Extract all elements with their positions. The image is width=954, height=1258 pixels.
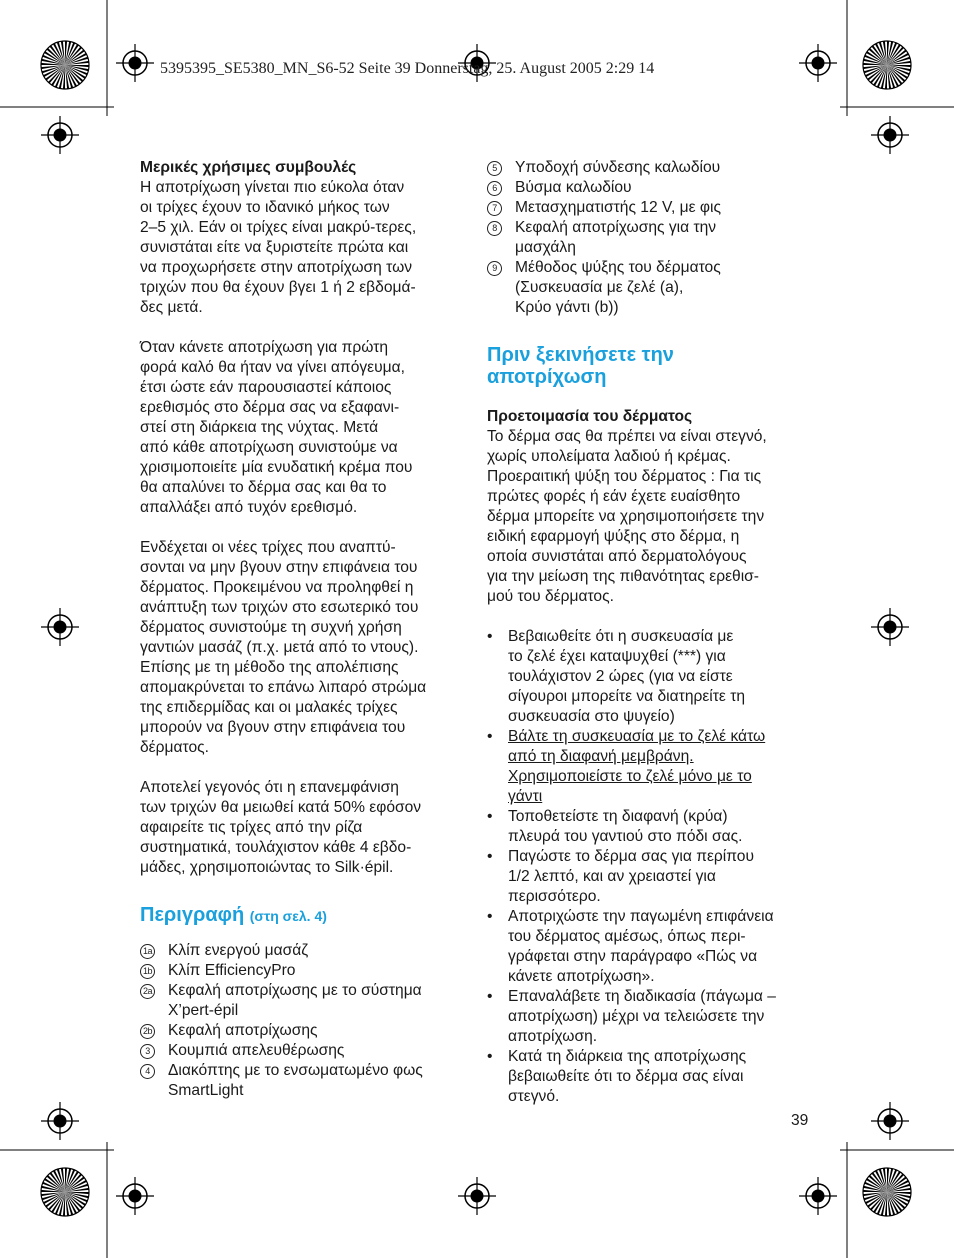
list-item [140,1041,466,1061]
part-number-badge: 2b [140,1024,155,1039]
text-line: Όταν κάνετε αποτρίχωση για πρώτη [140,339,389,356]
text-line: απομακρύνεται το επάνω λιπαρό στρώμα [140,679,427,696]
tips-paragraph-3 [140,538,466,758]
list-item [487,218,817,258]
heading-line: Πριν ξεκινήσετε την [487,344,674,366]
part-number-badge: 1b [140,964,155,979]
bullet-icon: • [487,728,493,745]
page-number: 39 [791,1112,809,1129]
print-header-line: 5395395_SE5380_MN_S6-52 Seite 39 Donnerstag, 25. August 2005 2:29 14 [160,60,655,77]
part-label: Κλίπ ενεργού μασάζ [168,942,309,959]
description-heading-text: Περιγραφή [140,904,245,926]
bullet-text: Χρησιμοποιείστε το ζελέ μόνο με το [508,768,752,785]
part-label: Κρύο γάντι (b)) [515,299,619,316]
text-line: των τριχών θα μειωθεί κατά 50% εφόσον [140,799,422,816]
bullet-icon: • [487,848,493,865]
skin-prep-title: Προετοιμασία του δέρματος [487,408,693,425]
bullet-icon: • [487,1048,493,1065]
text-line: συνιστάται είτε να ξυριστείτε πρώτα και [140,239,409,256]
text-line: συστηματικά, τουλάχιστον κάθε 4 εβδο- [140,839,412,856]
text-line: μάδες, χρησιμοποιώντας το Silk·épil. [140,859,394,876]
text-line: της επιδερμίδας και οι μαλακές τρίχες [140,699,398,716]
part-label: Διακόπτης με το ενσωματωμένο φως [168,1062,423,1079]
part-label: SmartLight [168,1082,244,1099]
text-line: για την μείωση της πιθανότητας ερεθισ- [487,568,759,585]
parts-list-right [487,158,817,318]
text-line: χωρίς υπολείματα λαδιού ή κρέμας. [487,448,731,465]
bullet-text: γάντι [508,788,543,805]
bullet-text: από τη διαφανή μεμβράνη. [508,748,694,765]
list-item [487,907,817,987]
bullet-text: βεβαιωθείτε ότι το δέρμα σας είναι [508,1068,744,1085]
text-line: οποία συνιστάται από δερματολόγους [487,548,747,565]
list-item [487,178,817,198]
list-item [487,987,817,1047]
bullet-text: γράφεται στην παράγραφο «Πώς να [508,948,758,965]
list-item [487,1047,817,1107]
bullet-text: Τοποθετείστε τη διαφανή (κρύα) [508,808,728,825]
text-line: οι τρίχες έχουν το ιδανικό μήκος των [140,199,390,216]
bullet-text: στεγνό. [508,1088,560,1105]
parts-list-left [140,941,466,1101]
part-label: Κεφαλή αποτρίχωσης [168,1022,318,1039]
bullet-icon: • [487,988,493,1005]
text-line: πρώτες φορές ή εάν έχετε ευαίσθητο [487,488,741,505]
part-number-badge: 4 [140,1064,155,1079]
text-line: Το δέρμα σας θα πρέπει να είναι στεγνό, [487,428,767,445]
part-label: Κεφαλή αποτρίχωσης για την [515,219,717,236]
text-line: φορά καλό θα ήταν να γίνει απόγευμα, [140,359,405,376]
bullet-text: το ζελέ έχει καταψυχθεί (***) για [508,648,726,665]
text-line: 2–5 χιλ. Εάν οι τρίχες είναι μακρύ-τερες, [140,219,417,236]
list-item [487,158,817,178]
bullet-text: 1/2 λεπτό, και αν χρειαστεί για [508,868,716,885]
part-label: X’pert-épil [168,1002,239,1019]
text-line: έτσι ώστε εάν παρουσιαστεί κάποιος [140,379,392,396]
bullet-text: Επαναλάβετε τη διαδικασία (πάγωμα – [508,988,776,1005]
bullet-text: Κατά τη διάρκεια της αποτρίχωσης [508,1048,747,1065]
part-number-badge: 9 [487,261,502,276]
list-item [140,961,466,981]
bullet-text: πλευρά του γαντιού στο πόδι σας. [508,828,743,845]
part-label: Μέθοδος ψύξης του δέρματος [515,259,721,276]
tips-paragraph-4 [140,778,466,878]
text-line: μπορούν να βγουν στην επιφάνεια του [140,719,406,736]
text-line: Επίσης με τη μέθοδο της απολέπισης [140,659,399,676]
text-line: Η αποτρίχωση γίνεται πιο εύκολα όταν [140,179,405,196]
list-item [487,627,817,727]
text-line: να προχωρήσετε στην αποτρίχωση των [140,259,413,276]
bullet-icon: • [487,908,493,925]
cooling-steps-list [487,627,817,1107]
description-heading [140,904,466,927]
text-line: δέρματος συνιστούμε τη συχνή χρήση [140,619,402,636]
part-label: Κλίπ EfficiencyPro [168,962,296,979]
text-line: από κάθε αποτρίχωση συνιστούμε να [140,439,398,456]
bullet-text: Βεβαιωθείτε ότι η συσκευασία με [508,628,734,645]
bullet-icon: • [487,808,493,825]
part-number-badge: 1a [140,944,155,959]
description-page-ref: (στη σελ. 4) [249,908,327,924]
text-line: μού του δέρματος. [487,588,614,605]
bullet-text: περισσότερο. [508,888,601,905]
text-line: απαλλάξει από τυχόν ερεθισμό. [140,499,358,516]
text-line: αφαιρείτε τις τρίχες από την ρίζα [140,819,363,836]
part-label: Κεφαλή αποτρίχωσης με το σύστημα [168,982,422,999]
bullet-text: Βάλτε τη συσκευασία με το ζελέ κάτω [508,728,766,745]
list-item [140,981,466,1021]
list-item [487,198,817,218]
bullet-text: σίγουροι μπορείτε να διατηρείτε τη [508,688,746,705]
text-line: θα απαλύνει το δέρμα σας και θα το [140,479,387,496]
tips-paragraph-1 [140,178,466,318]
text-line: ειδική εφαρμογή ψύξης στο δέρμα, η [487,528,740,545]
bullet-text: του δέρματος αμέσως, όπως περι- [508,928,746,945]
list-item [140,1021,466,1041]
tips-title: Μερικές χρήσιμες συμβουλές [140,159,357,176]
list-item [140,941,466,961]
part-number-badge: 5 [487,161,502,176]
list-item [140,1061,466,1101]
part-label: Κουμπιά απελευθέρωσης [168,1042,345,1059]
bullet-text: Αποτριχώστε την παγωμένη επιφάνεια [508,908,774,925]
bullet-text: αποτρίχωση) μέχρι να τελειώσετε την [508,1008,765,1025]
bullet-text: συσκευασία στο ψυγείο) [508,708,675,725]
tips-paragraph-2 [140,338,466,518]
part-label: μασχάλη [515,239,576,256]
text-line: Προεραιτική ψύξη του δέρματος : Για τις [487,468,762,485]
part-label: (Συσκευασία με ζελέ (a), [515,279,684,296]
list-item [487,807,817,847]
part-label: Μετασχηματιστής 12 V, με φις [515,199,721,216]
list-item [487,258,817,318]
text-line: σονται να μην βγουν στην επιφάνεια του [140,559,418,576]
list-item [487,847,817,907]
heading-line: αποτρίχωση [487,366,607,388]
text-line: δέρματος. Προκειμένου να προληφθεί η [140,579,414,596]
text-line: τριχών που θα έχουν βγει 1 ή 2 εβδομά- [140,279,416,296]
skin-prep-paragraph [487,427,817,607]
part-number-badge: 2a [140,984,155,999]
text-line: δέρμα μπορείτε να χρησιμοποιήσετε την [487,508,765,525]
bullet-text: κάνετε αποτρίχωση». [508,968,655,985]
text-line: δέρματος. [140,739,209,756]
part-label: Υποδοχή σύνδεσης καλωδίου [515,159,721,176]
text-line: Αποτελεί γεγονός ότι η επανεμφάνιση [140,779,399,796]
bullet-text: Παγώστε το δέρμα σας για περίπου [508,848,754,865]
bullet-icon: • [487,628,493,645]
text-line: Ενδέχεται οι νέες τρίχες που αναπτύ- [140,539,396,556]
text-line: ανάπτυξη των τριχών στο εσωτερικό του [140,599,419,616]
text-line: στεί στη διάρκεια της νύχτας. Μετά [140,419,379,436]
text-line: ερεθισμός στο δέρμα σας να εξαφανι- [140,399,400,416]
before-epilation-heading [487,344,817,388]
text-line: γαντιών μασάζ (π.χ. μετά από το ντους). [140,639,419,656]
part-number-badge: 7 [487,201,502,216]
part-number-badge: 8 [487,221,502,236]
bullet-text: αποτρίχωση. [508,1028,598,1045]
list-item [487,727,817,807]
bullet-text: τουλάχιστον 2 ώρες (για να είστε [508,668,733,685]
part-number-badge: 3 [140,1044,155,1059]
text-line: δες μετά. [140,299,203,316]
right-column [487,158,817,1107]
left-column [140,158,466,1101]
text-line: χρισιμοποιείτε μία ενυδατική κρέμα που [140,459,413,476]
part-label: Βύσμα καλωδίου [515,179,632,196]
part-number-badge: 6 [487,181,502,196]
